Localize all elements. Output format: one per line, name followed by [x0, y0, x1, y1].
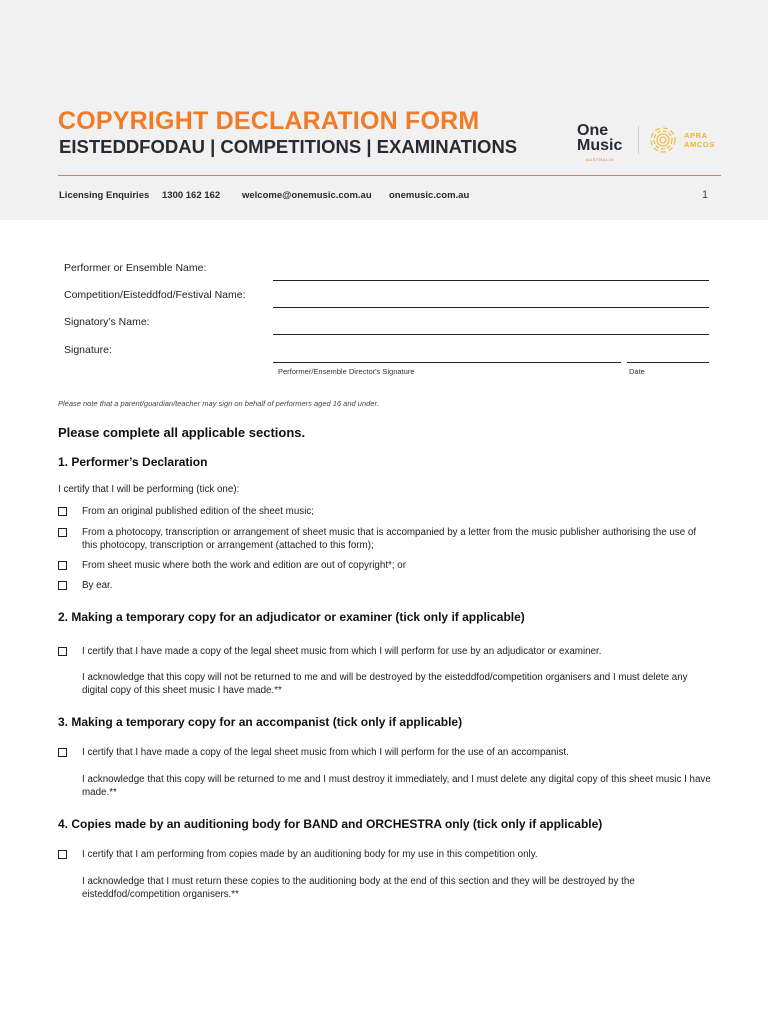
section1-option2-checkbox[interactable]: [58, 528, 67, 537]
section1-option1-checkbox[interactable]: [58, 507, 67, 516]
section3-acknowledge-text: I acknowledge that this copy will be returned to me and I must destroy it immediately, and I must delete any digital copy of this sheet music I have made.**: [82, 774, 711, 798]
section1-intro: I certify that I will be performing (tick one):: [58, 484, 240, 495]
date-input[interactable]: [627, 362, 709, 363]
section4-certify-text: I certify that I am performing from copies made by an auditioning body for my use in this competition only.: [82, 849, 538, 860]
logo-divider: [638, 126, 639, 154]
section1-option4-text: By ear.: [82, 580, 113, 591]
section2-checkbox[interactable]: [58, 647, 67, 656]
section3-checkbox[interactable]: [58, 748, 67, 757]
apra-logo-line1: APRA: [684, 131, 708, 140]
guardian-note: Please note that a parent/guardian/teacher may sign on behalf of performers aged 16 and under.: [58, 399, 379, 408]
section4-acknowledge-text: I acknowledge that I must return these copies to the auditioning body at the end of this section and they will be destroyed by the eisteddfod/competition organisers.**: [82, 876, 635, 900]
date-caption: Date: [629, 367, 645, 376]
onemusic-logo-tag: AUSTRALIA: [586, 157, 614, 162]
header-band: [0, 0, 768, 220]
signatory-name-label: Signatory’s Name:: [64, 316, 150, 328]
contact-email-link[interactable]: welcome@onemusic.com.au: [242, 190, 372, 201]
apra-amcos-logo: [684, 131, 715, 149]
header-divider: [58, 175, 721, 176]
section3-certify-text: I certify that I have made a copy of the legal sheet music from which I will perform for the use of an accompanist.: [82, 747, 569, 758]
apra-logo-line2: AMCOS: [684, 140, 715, 149]
instruction-heading: Please complete all applicable sections.: [58, 425, 306, 440]
section4-heading: 4. Copies made by an auditioning body for BAND and ORCHESTRA only (tick only if applicable): [58, 817, 603, 831]
performer-name-input[interactable]: [273, 280, 709, 281]
competition-name-label: Competition/Eisteddfod/Festival Name:: [64, 289, 246, 301]
section1-option3-text: From sheet music where both the work and edition are out of copyright*; or: [82, 560, 407, 571]
signature-input[interactable]: [273, 362, 621, 363]
licensing-enquiries-label: Licensing Enquiries: [59, 190, 150, 201]
page-number: 1: [702, 189, 709, 201]
section2-certify-text: I certify that I have made a copy of the legal sheet music from which I will perform for use by an adjudicator or examiner.: [82, 646, 602, 657]
onemusic-logo-word1: One: [577, 122, 609, 139]
section1-option2-text: From a photocopy, transcription or arrangement of sheet music that is accompanied by a letter from the music publisher authorising the use of this photocopy, transcription or arrangement (attached to this form);: [82, 527, 697, 551]
form-subtitle: EISTEDDFODAU | COMPETITIONS | EXAMINATIONS: [59, 136, 518, 157]
signature-label: Signature:: [64, 344, 112, 356]
signatory-name-input[interactable]: [273, 334, 709, 335]
section2-acknowledge-text: I acknowledge that this copy will not be returned to me and will be destroyed by the eisteddfod/competition organisers and I must delete any digital copy of this sheet music I have made.**: [82, 672, 688, 696]
section1-option4-checkbox[interactable]: [58, 581, 67, 590]
signature-caption: Performer/Ensemble Director's Signature: [278, 367, 415, 376]
apra-fingerprint-icon: [650, 127, 676, 153]
contact-phone[interactable]: 1300 162 162: [162, 190, 221, 201]
onemusic-logo-word2: Music: [577, 137, 623, 154]
contact-website-link[interactable]: onemusic.com.au: [389, 190, 470, 201]
section1-heading: 1. Performer’s Declaration: [58, 455, 208, 469]
competition-name-input[interactable]: [273, 307, 709, 308]
section4-checkbox[interactable]: [58, 850, 67, 859]
form-title: COPYRIGHT DECLARATION FORM: [58, 107, 480, 135]
performer-name-label: Performer or Ensemble Name:: [64, 262, 207, 274]
section2-heading: 2. Making a temporary copy for an adjudicator or examiner (tick only if applicable): [58, 610, 525, 624]
section1-option3-checkbox[interactable]: [58, 561, 67, 570]
section3-heading: 3. Making a temporary copy for an accompanist (tick only if applicable): [58, 715, 463, 729]
section1-option1-text: From an original published edition of the sheet music;: [82, 506, 314, 517]
onemusic-logo: [577, 123, 622, 167]
